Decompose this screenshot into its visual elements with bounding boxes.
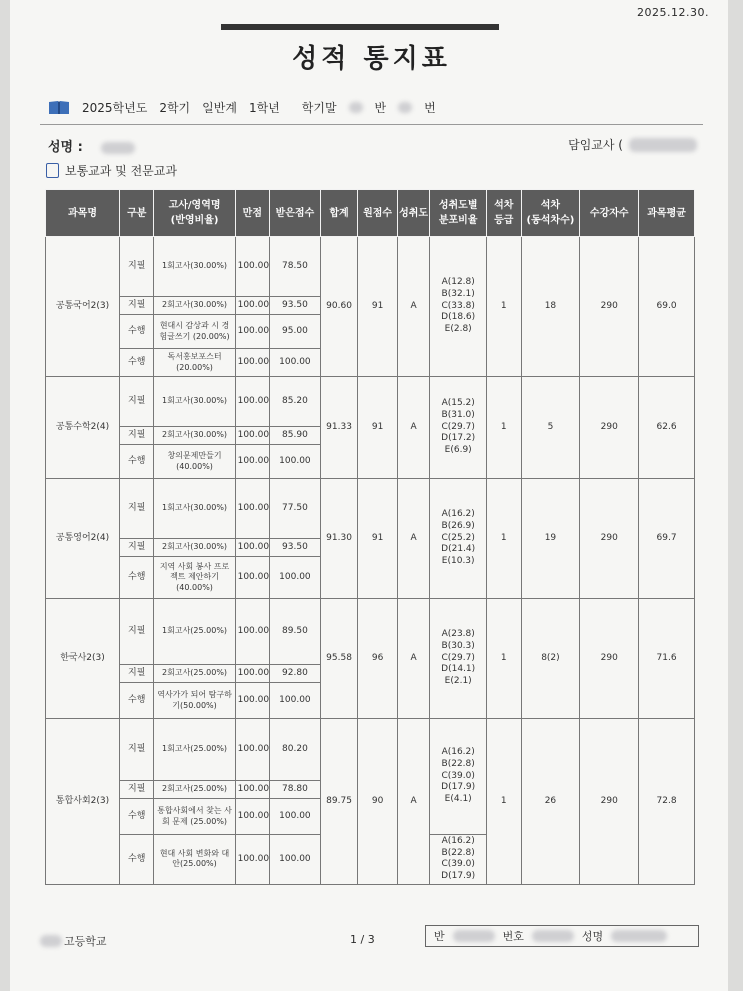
subject-average: 71.6: [639, 599, 695, 719]
total: 95.58: [320, 599, 358, 719]
assessment-type: 지필: [120, 237, 154, 297]
score: 100.00: [270, 349, 321, 377]
distribution-value: D(18.6): [441, 312, 476, 323]
subject-average: 72.8: [639, 719, 695, 885]
score: 100.00: [270, 799, 321, 835]
student-count: 290: [580, 479, 639, 599]
student-name: [48, 136, 135, 155]
total: 91.33: [320, 377, 358, 479]
distribution: [430, 599, 487, 719]
column-header: 석차 등급: [487, 190, 521, 237]
score: 95.00: [270, 315, 321, 349]
assessment-type: 수행: [120, 557, 154, 599]
raw-score: 96: [358, 599, 398, 719]
subject-average: 69.7: [639, 479, 695, 599]
stamp-number-redacted: [532, 930, 574, 942]
stamp-name-label: 성명: [581, 930, 604, 943]
total: 91.30: [320, 479, 358, 599]
class-redacted: [349, 102, 363, 113]
distribution: [430, 237, 487, 377]
exam-name: 역사가가 되어 탐구하기(50.00%): [154, 683, 235, 719]
exam-name: 현대 사회 변화와 대안(25.00%): [154, 835, 235, 885]
column-header: 과목명: [46, 190, 120, 237]
distribution-value: A(23.8): [441, 629, 475, 640]
header-bar: [221, 24, 499, 30]
assessment-type: 지필: [120, 427, 154, 445]
exam-name: 1회고사(30.00%): [154, 479, 235, 539]
distribution-value: B(22.8): [441, 847, 475, 858]
subject-name: 공통국어2(3): [46, 237, 120, 377]
raw-score: 91: [358, 377, 398, 479]
teacher-label: 담임교사 (: [568, 138, 623, 152]
name-redacted: [101, 142, 135, 154]
full-score: 100.00: [235, 665, 269, 683]
number-redacted: [398, 102, 412, 113]
score: 93.50: [270, 297, 321, 315]
column-header: 성취도: [397, 190, 429, 237]
assessment-type: 수행: [120, 799, 154, 835]
header-row: [46, 190, 695, 237]
exam-name: 2회고사(30.00%): [154, 297, 235, 315]
distribution-value: C(29.7): [441, 652, 475, 663]
table-row: [46, 479, 695, 539]
stamp-number-label: 번호: [502, 930, 524, 943]
raw-score: 90: [358, 719, 398, 885]
distribution-value: E(4.1): [444, 794, 472, 805]
term-info: [48, 99, 436, 116]
teacher-redacted: [629, 138, 697, 152]
rank: 26: [521, 719, 580, 885]
score: 93.50: [270, 539, 321, 557]
school-redacted: [40, 935, 62, 947]
rank-grade: 1: [487, 599, 521, 719]
student-count: 290: [580, 377, 639, 479]
column-header: 석차 (동석차수): [521, 190, 580, 237]
distribution-value: D(17.9): [441, 782, 476, 793]
distribution-value: E(2.8): [444, 324, 472, 335]
distribution-value: B(26.9): [441, 520, 475, 531]
student-count: 290: [580, 599, 639, 719]
rank: 5: [521, 377, 580, 479]
assessment-type: 지필: [120, 781, 154, 799]
distribution-value: A(16.2): [441, 509, 475, 520]
distribution-extra: [430, 835, 487, 885]
homeroom-teacher: [568, 136, 697, 153]
semester: 2학기: [159, 101, 191, 115]
column-header: 받은점수: [270, 190, 321, 237]
full-score: 100.00: [235, 835, 269, 885]
school-name: [40, 933, 107, 949]
score: 89.50: [270, 599, 321, 665]
distribution: [430, 719, 487, 835]
score: 85.20: [270, 377, 321, 427]
exam-name: 1회고사(25.00%): [154, 599, 235, 665]
score: 100.00: [270, 683, 321, 719]
assessment-type: 수행: [120, 315, 154, 349]
student-stamp-box: [425, 925, 699, 947]
school-year: 2025학년도: [82, 101, 148, 115]
distribution-value: C(33.8): [441, 300, 475, 311]
distribution-value: A(16.2): [441, 747, 475, 758]
table-row: [46, 237, 695, 297]
subject-name: 통합사회2(3): [46, 719, 120, 885]
rank-grade: 1: [487, 479, 521, 599]
exam-name: 2회고사(25.00%): [154, 665, 235, 683]
assessment-type: 수행: [120, 835, 154, 885]
distribution-value: B(22.8): [441, 758, 475, 769]
distribution-value: D(21.4): [441, 544, 476, 555]
page-title: 성적 통지표: [292, 44, 451, 74]
exam-name: 2회고사(30.00%): [154, 427, 235, 445]
subject-name: 공통영어2(4): [46, 479, 120, 599]
stamp-class-label: 반: [434, 930, 445, 943]
assessment-type: 수행: [120, 445, 154, 479]
exam-name: 현대시 감상과 시 경험글쓰기 (20.00%): [154, 315, 235, 349]
grade-level: 1학년: [248, 101, 280, 115]
assessment-type: 지필: [120, 665, 154, 683]
column-header: 만점: [235, 190, 269, 237]
term: 학기말: [301, 101, 337, 115]
exam-name: 2회고사(30.00%): [154, 539, 235, 557]
student-count: 290: [580, 237, 639, 377]
full-score: 100.00: [235, 315, 269, 349]
achievement: A: [397, 377, 429, 479]
achievement: A: [397, 479, 429, 599]
table-row: [46, 377, 695, 427]
assessment-type: 수행: [120, 349, 154, 377]
document-icon: [46, 163, 59, 178]
page-number: 1 / 3: [350, 933, 375, 946]
distribution-value: A(16.2): [441, 836, 475, 846]
table-row: [46, 599, 695, 665]
achievement: A: [397, 719, 429, 885]
full-score: 100.00: [235, 237, 269, 297]
full-score: 100.00: [235, 539, 269, 557]
distribution: [430, 479, 487, 599]
achievement: A: [397, 237, 429, 377]
assessment-type: 지필: [120, 377, 154, 427]
distribution-value: B(32.1): [441, 288, 475, 299]
score: 100.00: [270, 445, 321, 479]
raw-score: 91: [358, 479, 398, 599]
distribution-value: C(25.2): [441, 532, 475, 543]
subject-average: 62.6: [639, 377, 695, 479]
distribution-value: D(14.1): [441, 664, 476, 675]
full-score: 100.00: [235, 349, 269, 377]
achievement: A: [397, 599, 429, 719]
column-header: 고사/영역명 (반영비율): [154, 190, 235, 237]
class-suffix: 반: [374, 101, 387, 115]
assessment-type: 지필: [120, 539, 154, 557]
book-icon: [48, 100, 70, 115]
column-header: 수강자수: [580, 190, 639, 237]
full-score: 100.00: [235, 719, 269, 781]
column-header: 원점수: [358, 190, 398, 237]
name-label: 성명 :: [48, 140, 83, 155]
raw-score: 91: [358, 237, 398, 377]
divider: [40, 124, 703, 125]
column-header: 합계: [320, 190, 358, 237]
stamp-name-redacted: [611, 930, 667, 942]
full-score: 100.00: [235, 479, 269, 539]
score: 100.00: [270, 835, 321, 885]
section-heading: [46, 162, 177, 179]
rank: 8(2): [521, 599, 580, 719]
distribution-value: E(6.9): [444, 445, 472, 456]
full-score: 100.00: [235, 427, 269, 445]
rank-grade: 1: [487, 377, 521, 479]
distribution-value: D(17.2): [441, 433, 476, 444]
exam-name: 2회고사(25.00%): [154, 781, 235, 799]
total: 90.60: [320, 237, 358, 377]
school-label: 고등학교: [64, 935, 107, 948]
score: 100.00: [270, 557, 321, 599]
exam-name: 1회고사(30.00%): [154, 377, 235, 427]
number-suffix: 번: [424, 101, 436, 115]
assessment-type: 지필: [120, 599, 154, 665]
student-count: 290: [580, 719, 639, 885]
distribution-value: C(29.7): [441, 421, 475, 432]
exam-name: 1회고사(25.00%): [154, 719, 235, 781]
distribution-value: A(12.8): [441, 277, 475, 288]
total: 89.75: [320, 719, 358, 885]
stamp-class-redacted: [453, 930, 495, 942]
full-score: 100.00: [235, 799, 269, 835]
exam-name: 창의문제만들기 (40.00%): [154, 445, 235, 479]
score: 80.20: [270, 719, 321, 781]
exam-name: 지역 사회 봉사 프로젝트 제안하기(40.00%): [154, 557, 235, 599]
column-header: 구분: [120, 190, 154, 237]
subject-name: 한국사2(3): [46, 599, 120, 719]
issue-date: 2025.12.30.: [637, 6, 709, 19]
subject-name: 공통수학2(4): [46, 377, 120, 479]
assessment-type: 지필: [120, 719, 154, 781]
column-header: 과목평균: [639, 190, 695, 237]
assessment-type: 지필: [120, 297, 154, 315]
distribution-value: B(31.0): [441, 409, 475, 420]
column-header: 성취도별 분포비율: [430, 190, 487, 237]
rank-grade: 1: [487, 237, 521, 377]
grades-table: [45, 189, 695, 885]
footer: [0, 929, 743, 959]
rank: 19: [521, 479, 580, 599]
full-score: 100.00: [235, 297, 269, 315]
rank-grade: 1: [487, 719, 521, 885]
distribution-value: E(2.1): [444, 676, 472, 687]
full-score: 100.00: [235, 599, 269, 665]
assessment-type: 지필: [120, 479, 154, 539]
full-score: 100.00: [235, 557, 269, 599]
score: 77.50: [270, 479, 321, 539]
full-score: 100.00: [235, 781, 269, 799]
full-score: 100.00: [235, 445, 269, 479]
distribution-value: A(15.2): [441, 398, 475, 409]
exam-name: 통합사회에서 찾는 사회 문제 (25.00%): [154, 799, 235, 835]
distribution-value: E(10.3): [441, 556, 475, 567]
full-score: 100.00: [235, 683, 269, 719]
distribution-value: C(39.0): [441, 859, 475, 870]
assessment-type: 수행: [120, 683, 154, 719]
score: 92.80: [270, 665, 321, 683]
section-label: 보통교과 및 전문교과: [65, 164, 177, 178]
distribution-value: D(17.9): [441, 871, 476, 882]
score: 78.50: [270, 237, 321, 297]
score: 85.90: [270, 427, 321, 445]
distribution-value: B(30.3): [441, 640, 475, 651]
track: 일반계: [202, 101, 237, 115]
subject-average: 69.0: [639, 237, 695, 377]
full-score: 100.00: [235, 377, 269, 427]
distribution-value: C(39.0): [441, 770, 475, 781]
table-row: [46, 719, 695, 781]
exam-name: 독서홍보포스터 (20.00%): [154, 349, 235, 377]
distribution: [430, 377, 487, 479]
rank: 18: [521, 237, 580, 377]
score: 78.80: [270, 781, 321, 799]
exam-name: 1회고사(30.00%): [154, 237, 235, 297]
